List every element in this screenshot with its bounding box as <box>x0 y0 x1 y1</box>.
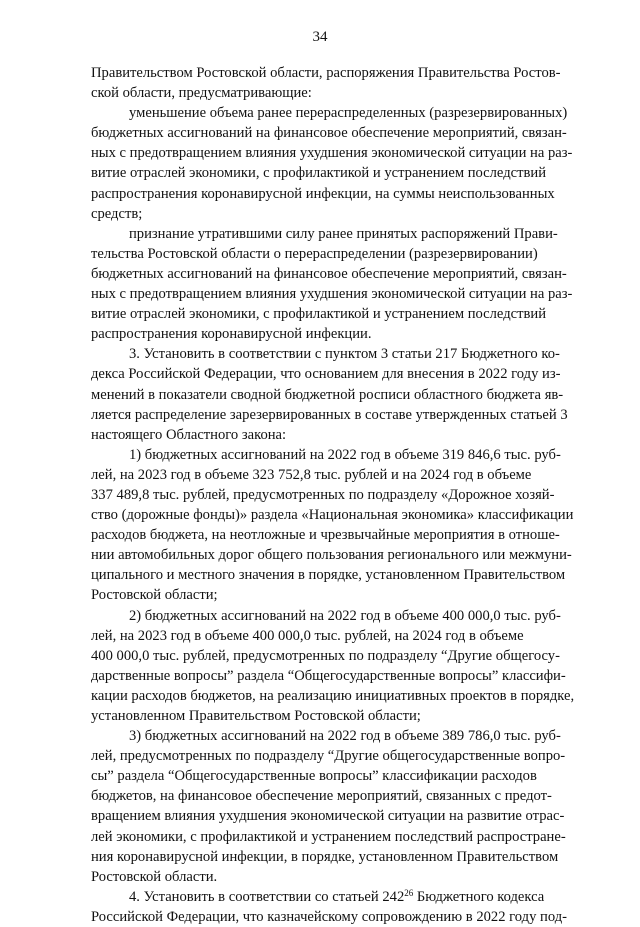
paragraph-repeal: признание утратившими силу ранее принятых распоряжений Прави- тельства Ростовской области о перераспределении (разрезервировании) бюджетных ассигнований на финансовое обеспечение мероприятий, связан- ных с предотвращением влияния ухудшения экономической ситуации на раз- витие отраслей экономики, с профилактикой и устранением последствий распространения коронавирусной инфекции. <box>91 225 573 343</box>
paragraph-item-4 <box>91 887 596 927</box>
paragraph-continuation: Правительством Ростовской области, распоряжения Правительства Ростов- ской области, предусматривающие: <box>91 65 561 102</box>
document-body <box>91 63 596 927</box>
item-4-text-before: 4. Установить в соответствии со статьей 242 <box>129 888 405 905</box>
page-number: 34 <box>312 29 328 45</box>
item-4-text-after: Бюджетного кодекса Российской Федерации, что казначейскому сопровождению в 2022 году под- <box>91 888 567 925</box>
paragraph-reduction: уменьшение объема ранее перераспределенных (разрезервированных) бюджетных ассигнований на финансовое обеспечение мероприятий, связан- ных с предотвращением влияния ухудшения экономической ситуации на раз- витие отраслей экономики, с профилактикой и устранением последствий распространения коронавирусной инфекции, на суммы неиспользованных средств; <box>91 105 573 222</box>
paragraph-subitem-3: 3) бюджетных ассигнований на 2022 год в объеме 389 786,0 тыс. руб- лей, предусмотренных по подразделу “Другие общегосударственные вопро- сы” раздела “Общегосударственные вопросы” классификации расходов бюджетов, на финансовое обеспечение мероприятий, связанных с предот- вращением влияния ухудшения экономической ситуации на развитие отрас- лей экономики, с профилактикой и устранением последствий распростране- ния коронавирусной инфекции, в порядке, установленном Правительством Ростовской области. <box>91 728 566 885</box>
paragraph-item-3: 3. Установить в соответствии с пунктом 3 статьи 217 Бюджетного ко- декса Российской Федерации, что основанием для внесения в 2022 году из- менений в показатели сводной бюджетной росписи областного бюджета яв- ляется распределение зарезервированных в составе утвержденных статьей 3 настоящего Областного закона: <box>91 346 568 443</box>
article-superscript: 26 <box>404 887 414 898</box>
paragraph-subitem-2: 2) бюджетных ассигнований на 2022 год в объеме 400 000,0 тыс. руб- лей, на 2023 год в объеме 400 000,0 тыс. рублей, на 2024 год в объеме 400 000,0 тыс. рублей, предусмотренных по подразделу “Другие общегосу- дарственные вопросы” раздела “Общегосударственные вопросы” классифи- кации расходов бюджетов, на реализацию инициативных проектов в порядке, установленном Правительством Ростовской области; <box>91 607 575 724</box>
paragraph-subitem-1: 1) бюджетных ассигнований на 2022 год в объеме 319 846,6 тыс. руб- лей, на 2023 год в объеме 323 752,8 тыс. рублей и на 2024 год в объеме 337 489,8 тыс. рублей, предусмотренных по подразделу «Дорожное хозяй- ство (дорожные фонды)» раздела «Национальная экономика» классификации расходов бюджета, на неотложные и чрезвычайные мероприятия в отноше- нии автомобильных дорог общего пользования регионального или межмуни- ципального и местного значения в порядке, установленном Правительством Ростовской области; <box>91 446 574 604</box>
